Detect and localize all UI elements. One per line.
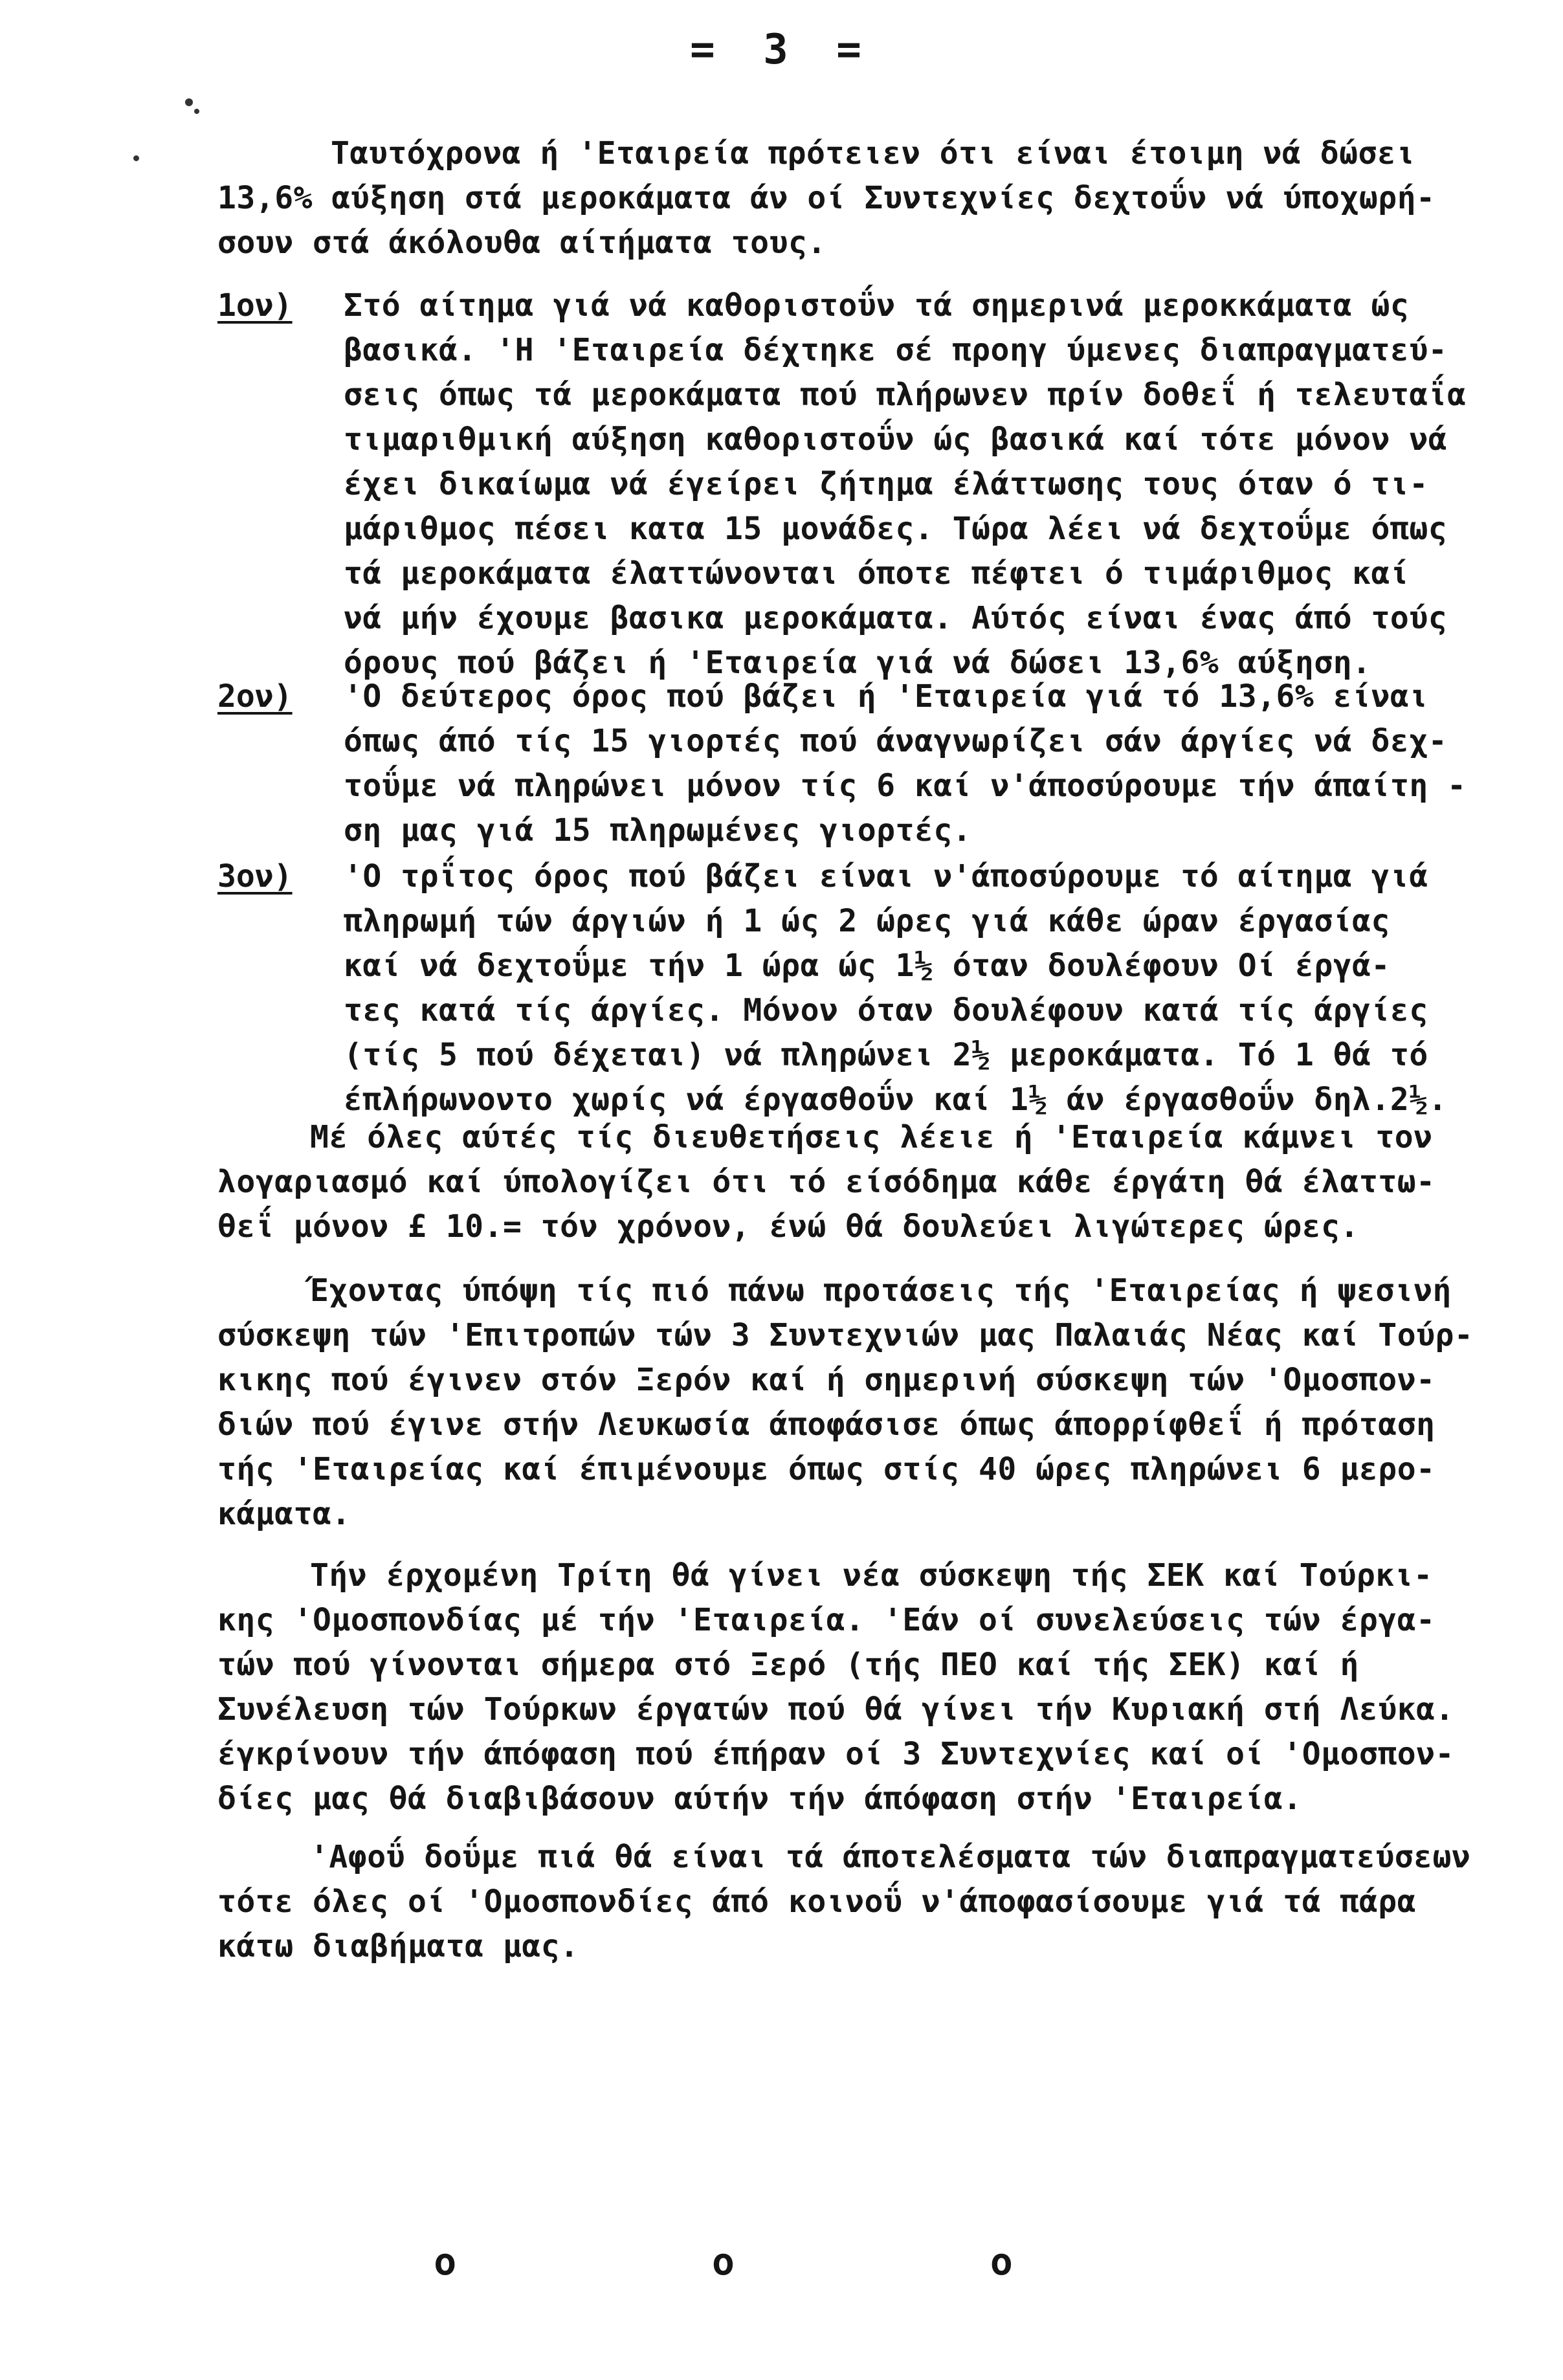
section-separator: o o o (434, 2240, 1129, 2284)
paragraph-decision: Έχοντας ύπόψη τίς πιό πάνω προτάσεις τής 'Εταιρείας ή ψεσινή σύσκεψη τών 'Επιτροπών τών 3 Συντεχνιών μας Παλαιάς Νέας καί Τούρ- κικης πού έγινεν στόν Ξερόν καί ή σημερινή σύσκεψη τών 'Ομοσπον- διών πού έγινε στήν Λευκωσία άποφάσισε όπως άπορρίφθεΐ ή πρόταση τής 'Εταιρείας καί έπιμένουμε όπως στίς 40 ώρες πληρώνει 6 μερο- κάματα. (217, 1273, 1474, 1532)
list-item-text: 'Ο τρΐτος όρος πού βάζει είναι ν'άποσύρουμε τό αίτημα γιά πληρωμή τών άργιών ή 1 ώς 2 ώρες γιά κάθε ώραν έργασίας καί νά δεχτοΰμε τήν 1 ώρα ώς 1½ όταν δουλέφουν Οί έργά- τες κατά τίς άργίες. Μόνον όταν δουλέφουν κατά τίς άργίες (τίς 5 πού δέχεται) νά πληρώνει 2½ μεροκάματα. Τό 1 θά τό έπλήρωνοντο χωρίς νά έργασθοΰν καί 1½ άν έργασθοΰν δηλ.2½. (344, 858, 1448, 1118)
ink-speck (133, 155, 139, 161)
intro-line: σουν στά άκόλουθα αίτήματα τους. (217, 225, 826, 261)
ink-speck (194, 109, 199, 114)
page-number: = 3 = (690, 26, 873, 74)
ink-speck (185, 98, 193, 106)
list-item-label: 1ον) (217, 287, 293, 324)
list-item-text: 'Ο δεύτερος όρος πού βάζει ή 'Εταιρεία γιά τό 13,6% είναι όπως άπό τίς 15 γιορτές πού άναγνωρίζει σάν άργίες νά δεχ- τοΰμε νά πληρώνει μόνον τίς 6 καί ν'άποσύρουμε τήν άπαίτη - ση μας γιά 15 πληρωμένες γιορτές. (344, 678, 1467, 849)
paragraph-summary: Μέ όλες αύτές τίς διευθετήσεις λέειε ή 'Εταιρεία κάμνει τον λογαριασμό καί ύπολογίζει ότι τό είσόδημα κάθε έργάτη θά έλαττω- θεΐ μόνον £ 10.= τόν χρόνον, ένώ θά δουλεύει λιγώτερες ώρες. (217, 1119, 1436, 1245)
paragraph-next-meeting: Τήν έρχομένη Τρίτη θά γίνει νέα σύσκεψη τής ΣΕΚ καί Τούρκι- κης 'Ομοσπονδίας μέ τήν 'Εταιρεία. 'Εάν οί συνελεύσεις τών έργα- τών πού γίνονται σήμερα στό Ξερό (τής ΠΕΟ καί τής ΣΕΚ) καί ή Συνέλευση τών Τούρκων έργατών πού θά γίνει τήν Κυριακή στή Λεύκα. έγκρίνουν τήν άπόφαση πού έπήραν οί 3 Συντεχνίες καί οί 'Ομοσπον- δίες μας θά διαβιβάσουν αύτήν τήν άπόφαση στήν 'Εταιρεία. (217, 1557, 1454, 1817)
list-item-label: 2ον) (217, 678, 293, 715)
paragraph-closing: 'Αφοΰ δοΰμε πιά θά είναι τά άποτελέσματα τών διαπραγματεύσεων τότε όλες οί 'Ομοσπονδίες άπό κοινοΰ ν'άποφασίσουμε γιά τά πάρα κάτω διαβήματα μας. (217, 1839, 1471, 1964)
intro-paragraph (217, 131, 1436, 265)
list-item-label: 3ον) (217, 858, 293, 895)
intro-line: 13,6% αύξηση στά μεροκάματα άν οί Συντεχνίες δεχτοΰν νά ύποχωρή- (217, 180, 1436, 216)
list-item-text: Στό αίτημα γιά νά καθοριστοΰν τά σημερινά μεροκκάματα ώς βασικά. 'Η 'Εταιρεία δέχτηκε σέ προηγ ύμενες διαπραγματεύ- σεις όπως τά μεροκάματα πού πλήρωνεν πρίν δοθεΐ ή τελευταΐα τιμαριθμική αύξηση καθοριστοΰν ώς βασικά καί τότε μόνον νά έχει δικαίωμα νά έγείρει ζήτημα έλάττωσης τους όταν ό τι- μάριθμος πέσει κατα 15 μονάδες. Τώρα λέει νά δεχτοΰμε όπως τά μεροκάματα έλαττώνονται όποτε πέφτει ό τιμάριθμος καί νά μήν έχουμε βασικα μεροκάματα. Αύτός είναι ένας άπό τούς όρους πού βάζει ή 'Εταιρεία γιά νά δώσει 13,6% αύξηση. (344, 287, 1467, 681)
intro-line: Ταυτόχρονα ή 'Εταιρεία πρότειεν ότι είναι έτοιμη νά δώσει (331, 135, 1415, 172)
